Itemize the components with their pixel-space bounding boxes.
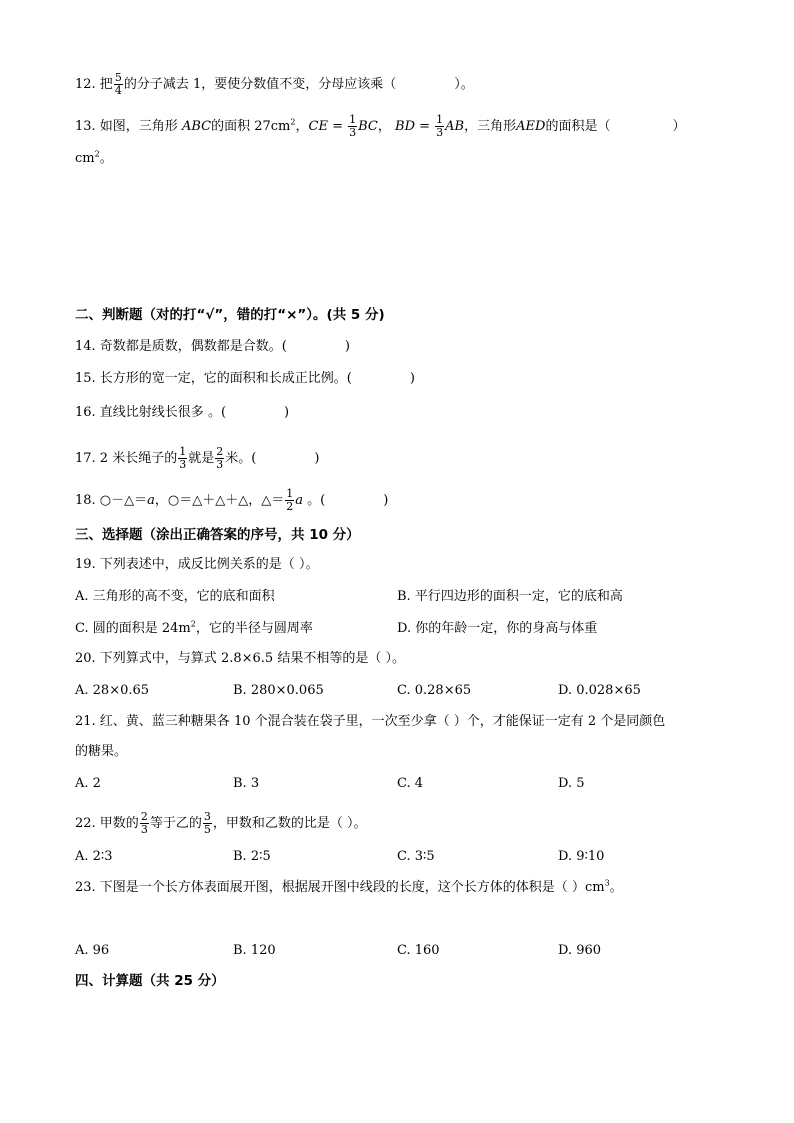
q20-option-d: D. 0.028×65 [558, 683, 641, 698]
q21-option-a: A. 2 [75, 776, 101, 791]
question-16: 16. 直线比射线长很多 。( ) [75, 405, 290, 420]
q12-text-b: 的分子减去 1，要使分数值不变，分母应该乘（ [123, 77, 397, 92]
question-21-stem-1: 21. 红、黄、蓝三种糖果各 10 个混合装在袋子里，一次至少拿（ ）个，才能保证一定有 2 个是同颜色 [75, 714, 666, 729]
q19-option-a: A. 三角形的高不变，它的底和面积 [75, 589, 275, 604]
fraction: $\frac{2}{3}$ [216, 445, 224, 471]
question-22-stem: 22. 甲数的 $\frac{2}{3}$ 等于乙的 $\frac{3}{5}$ ，甲数和乙数的比是（ ）。 [75, 810, 367, 836]
q20-option-a: A. 28×0.65 [75, 683, 150, 698]
q12-text-a: 12. 把 [75, 77, 113, 92]
question-19-stem: 19. 下列表述中，成反比例关系的是（ ）。 [75, 557, 319, 572]
fraction: $\frac{1}{3}$ [436, 113, 444, 139]
section-2-title: 二、判断题（对的打“√”，错的打“×”）。(共 5 分) [75, 307, 385, 323]
q19-option-b: B. 平行四边形的面积一定，它的底和高 [397, 589, 623, 604]
q21-option-c: C. 4 [397, 776, 424, 791]
q19-option-d: D. 你的年龄一定，你的身高与体重 [397, 621, 598, 636]
fraction: $\frac{3}{5}$ [203, 810, 211, 836]
section-3-title: 三、选择题（涂出正确答案的序号，共 10 分） [75, 527, 360, 543]
fraction: $\frac{2}{3}$ [140, 810, 148, 836]
question-14: 14. 奇数都是质数，偶数都是合数。( ) [75, 339, 350, 354]
q22-option-c: C. 3∶5 [397, 849, 435, 864]
q20-option-c: C. 0.28×65 [397, 683, 472, 698]
section-4-title: 四、计算题（共 25 分） [75, 973, 225, 989]
question-12: 12. 把 $\frac{5}{4}$ 的分子减去 1，要使分数值不变，分母应该乘（ ）。 [75, 71, 474, 97]
q21-option-d: D. 5 [558, 776, 585, 791]
q19-option-c: C. 圆的面积是 $24m^2$，它的半径与圆周率 [75, 619, 313, 636]
question-17: 17. 2 米长绳子的 $\frac{1}{3}$ 就是 $\frac{2}{3}$ 米。( ) [75, 445, 320, 471]
q23-option-b: B. 120 [233, 943, 276, 958]
q22-option-d: D. 9∶10 [558, 849, 605, 864]
question-20-stem: 20. 下列算式中，与算式 2.8×6.5 结果不相等的是（ ）。 [75, 651, 405, 666]
q21-option-b: B. 3 [233, 776, 260, 791]
q22-option-b: B. 2∶5 [233, 849, 271, 864]
q23-option-d: D. 960 [558, 943, 602, 958]
q22-option-a: A. 2∶3 [75, 849, 113, 864]
fraction: $\frac{1}{2}$ [286, 487, 294, 513]
fraction: $\frac{1}{3}$ [349, 113, 357, 139]
q23-option-a: A. 96 [75, 943, 110, 958]
question-23-stem: 23. 下图是一个长方体表面展开图，根据展开图中线段的长度，这个长方体的体积是（ ）$cm^3$。 [75, 878, 623, 895]
q20-option-b: B. 280×0.065 [233, 683, 324, 698]
q23-option-c: C. 160 [397, 943, 440, 958]
question-13: 13. 如图，三角形 ABC的面积 $27cm^2$，CE = $\frac{1}{3}$ BC， BD = $\frac{1}{3}$ AB，三角形AED的面积是（ ） [75, 113, 686, 139]
question-15: 15. 长方形的宽一定，它的面积和长成正比例。( ) [75, 371, 415, 386]
question-18: 18. ○－△＝a，○＝△＋△＋△，△＝ $\frac{1}{2}$ a 。( ) [75, 487, 389, 513]
fraction: $\frac{5}{4}$ [114, 71, 122, 97]
question-21-stem-2: 的糖果。 [75, 744, 128, 759]
fraction: $\frac{1}{3}$ [179, 445, 187, 471]
question-13-unit: $cm^2$。 [75, 149, 113, 166]
